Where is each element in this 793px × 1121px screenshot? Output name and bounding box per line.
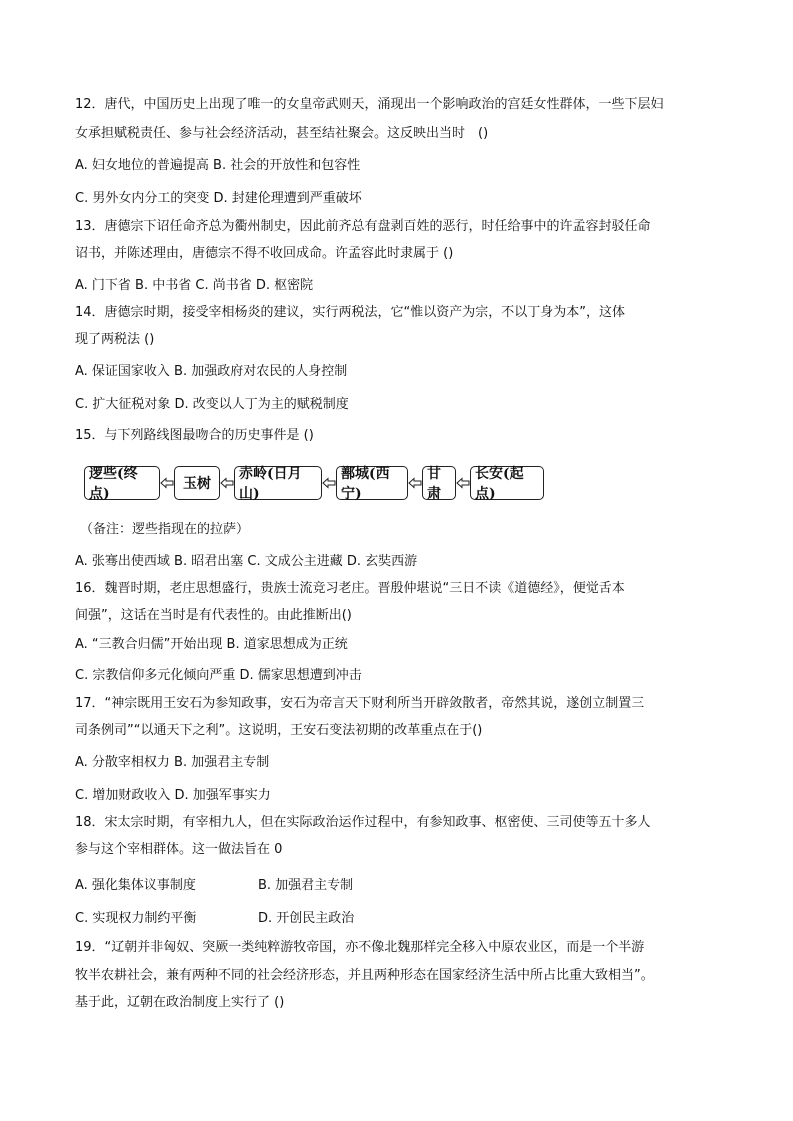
route-stop-lhasa: 逻些(终点) (84, 466, 160, 500)
q13-stem-line-2: 诏书，并陈述理由，唐德宗不得不收回成命。许孟容此时隶属于 () (75, 246, 454, 261)
route-stop-shancheng: 鄯城(西宁) (336, 466, 408, 500)
q18-option-b: B. 加强君主专制 (258, 878, 354, 893)
arrow-left-icon (160, 476, 174, 490)
arrow-left-icon (456, 476, 470, 490)
q13-options-line-1: A. 门下省 B. 中书省 C. 尚书省 D. 枢密院 (75, 278, 314, 293)
q17-stem-line-1: 17．“神宗既用王安石为参知政事，安石为帝言天下财利所当开辟敛散者，帝然其说，遂创立制置三 (75, 696, 645, 711)
q12-options-line-1: A. 妇女地位的普遍提高 B. 社会的开放性和包容性 (75, 158, 361, 173)
q17-options-line-1: A. 分散宰相权力 B. 加强君主专制 (75, 755, 270, 770)
q15-stem-line-1: 15．与下列路线图最吻合的历史事件是 () (75, 428, 314, 443)
q12-stem-line-2: 女承担赋税责任、参与社会经济活动，甚至结社聚会。这反映出当时 () (75, 126, 489, 141)
q16-stem-line-1: 16．魏晋时期，老庄思想盛行，贵族士流竞习老庄。晋殷仲堪说“三日不读《道德经》，便觉舌本 (75, 581, 625, 596)
q18-stem-line-1: 18．宋太宗时期，有宰相九人，但在实际政治运作过程中，有参知政事、枢密使、三司使等五十多人 (75, 815, 651, 830)
route-stop-yushu: 玉树 (174, 466, 220, 500)
q15-options-line-1: A. 张骞出使西域 B. 昭君出塞 C. 文成公主进藏 D. 玄奘西游 (75, 554, 418, 569)
q13-stem-line-1: 13．唐德宗下诏任命齐总为衢州制史，因此前齐总有盘剥百姓的恶行，时任给事中的许孟容封驳任命 (75, 219, 651, 234)
q19-stem-line-3: 基于此，辽朝在政治制度上实行了 () (75, 995, 285, 1010)
q19-stem-line-1: 19．“辽朝并非匈奴、突厥一类纯粹游牧帝国，亦不像北魏那样完全移入中原农业区，而是一个半游 (75, 940, 645, 955)
q17-options-line-2: C. 增加财政收入 D. 加强军事实力 (75, 788, 271, 803)
q16-stem-line-2: 间强”，这话在当时是有代表性的。由此推断出() (75, 608, 352, 623)
route-stop-gansu: 甘肃 (422, 466, 456, 500)
arrow-left-icon (220, 476, 234, 490)
route-stop-chiling: 赤岭(日月山) (234, 466, 322, 500)
q14-options-line-1: A. 保证国家收入 B. 加强政府对农民的人身控制 (75, 364, 348, 379)
q18-option-c: C. 实现权力制约平衡 (75, 911, 197, 926)
q19-stem-line-2: 牧半农耕社会，兼有两种不同的社会经济形态，并且两种形态在国家经济生活中所占比重大致相当”。 (75, 968, 654, 983)
q12-stem-line-1: 12．唐代，中国历史上出现了唯一的女皇帝武则天，涌现出一个影响政治的宫廷女性群体，一些下层妇 (75, 97, 664, 112)
q14-stem-line-1: 14．唐德宗时期，接受宰相杨炎的建议，实行两税法，它“惟以资产为宗，不以丁身为本”，这体 (75, 305, 626, 320)
arrow-left-icon (322, 476, 336, 490)
route-diagram (84, 464, 544, 502)
route-stop-changan: 长安(起点) (470, 466, 544, 500)
q18-option-d: D. 开创民主政治 (258, 911, 355, 926)
q16-options-line-2: C. 宗教信仰多元化倾向严重 D. 儒家思想遭到冲击 (75, 668, 362, 683)
arrow-left-icon (408, 476, 422, 490)
q16-options-line-1: A. “三教合归儒”开始出现 B. 道家思想成为正统 (75, 637, 348, 652)
q18-stem-line-2: 参与这个宰相群体。这一做法旨在 0 (75, 842, 283, 857)
q12-options-line-2: C. 男外女内分工的突变 D. 封建伦理遭到严重破坏 (75, 191, 362, 206)
q14-stem-line-2: 现了两税法 () (75, 332, 155, 347)
q18-option-a: A. 强化集体议事制度 (75, 878, 196, 893)
q17-stem-line-2: 司条例司”“以通天下之利”。这说明，王安石变法初期的改革重点在于() (75, 723, 483, 738)
q15-note: （备注：逻些指现在的拉萨） (80, 522, 250, 537)
q14-options-line-2: C. 扩大征税对象 D. 改变以人丁为主的赋税制度 (75, 397, 349, 412)
